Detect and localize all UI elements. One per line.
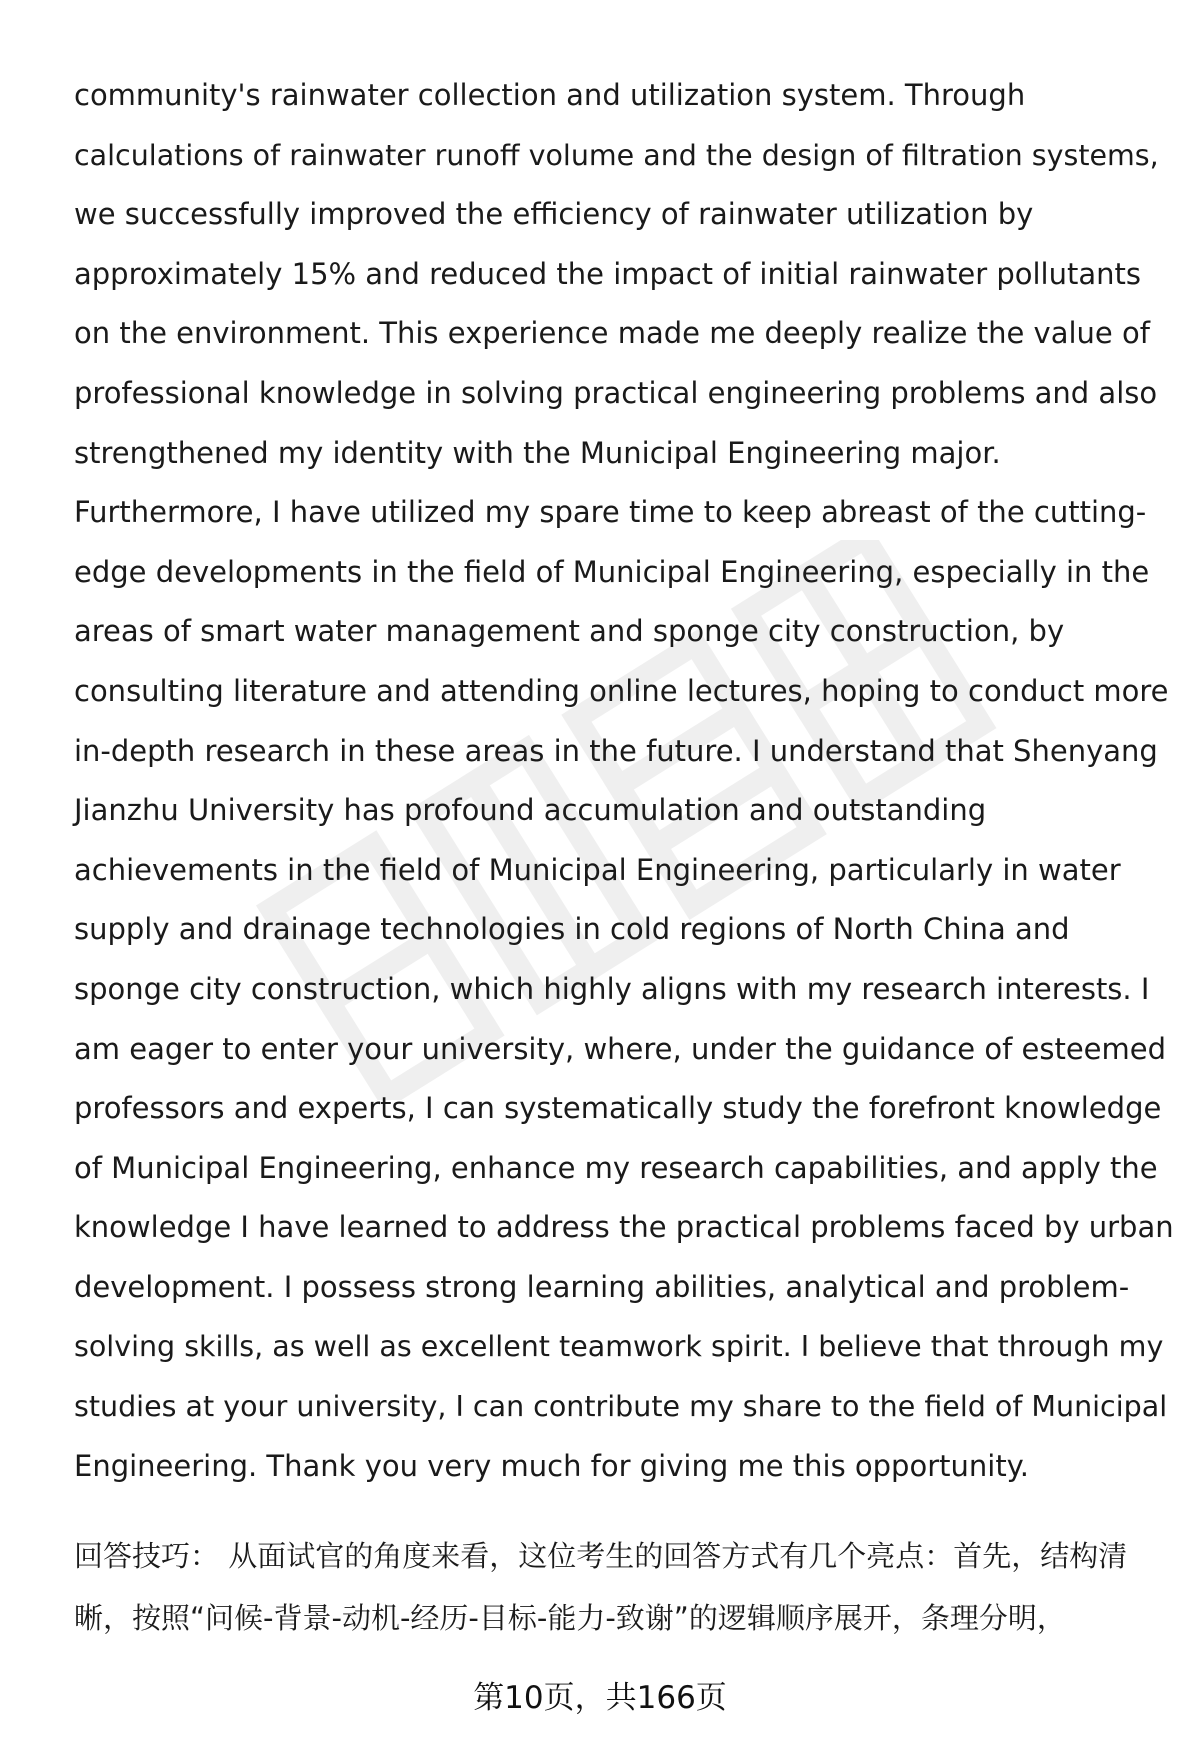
text-line: development. I possess strong learning abilities, analytical and problem- <box>74 1269 1130 1304</box>
text-line: knowledge I have learned to address the practical problems faced by urban <box>74 1210 1174 1245</box>
text-line: studies at your university, I can contribute my share to the field of Municipal <box>74 1390 1168 1424</box>
text-line: areas of smart water management and sponge city construction, by <box>74 614 1065 649</box>
text-line: we successfully improved the efficiency of rainwater utilization by <box>74 197 1034 232</box>
answer-tip <box>74 1525 1174 1649</box>
page-number: 第10页，共166页 <box>473 1680 727 1716</box>
text-line: professors and experts, I can systematically study the forefront knowledge <box>74 1091 1162 1126</box>
text-line: approximately 15% and reduced the impact of initial rainwater pollutants <box>74 256 1141 291</box>
tip-line: 回答技巧： 从面试官的角度来看，这位考生的回答方式有几个亮点：首先，结构清 <box>74 1539 1128 1573</box>
text-line: edge developments in the field of Municipal Engineering, especially in the <box>74 554 1150 589</box>
text-line: calculations of rainwater runoff volume and the design of filtration systems, <box>74 138 1159 172</box>
text-line: sponge city construction, which highly aligns with my research interests. I <box>74 971 1150 1006</box>
text-line: solving skills, as well as excellent teamwork spirit. I believe that through my <box>74 1330 1164 1364</box>
text-line: professional knowledge in solving practical engineering problems and also <box>74 375 1158 410</box>
text-line: am eager to enter your university, where, under the guidance of esteemed <box>74 1031 1167 1066</box>
text-line: Furthermore, I have utilized my spare time to keep abreast of the cutting- <box>74 495 1147 530</box>
text-line: on the environment. This experience made me deeply realize the value of <box>74 316 1150 351</box>
text-line: achievements in the field of Municipal Engineering, particularly in water <box>74 852 1121 887</box>
text-line: Engineering. Thank you very much for giving me this opportunity. <box>74 1448 1029 1483</box>
text-line: strengthened my identity with the Municipal Engineering major. <box>74 435 1001 470</box>
tip-line: 晰，按照“问候-背景-动机-经历-目标-能力-致谢”的逻辑顺序展开，条理分明， <box>74 1601 1066 1635</box>
text-line: supply and drainage technologies in cold regions of North China and <box>74 912 1070 947</box>
text-line: of Municipal Engineering, enhance my research capabilities, and apply the <box>74 1150 1158 1185</box>
text-line: consulting literature and attending online lectures, hoping to conduct more <box>74 673 1169 708</box>
text-line: in-depth research in these areas in the future. I understand that Shenyang <box>74 733 1158 768</box>
text-line: Jianzhu University has profound accumulation and outstanding <box>74 793 987 828</box>
main-text <box>74 66 1174 1496</box>
text-line: community's rainwater collection and utilization system. Through <box>74 78 1026 112</box>
